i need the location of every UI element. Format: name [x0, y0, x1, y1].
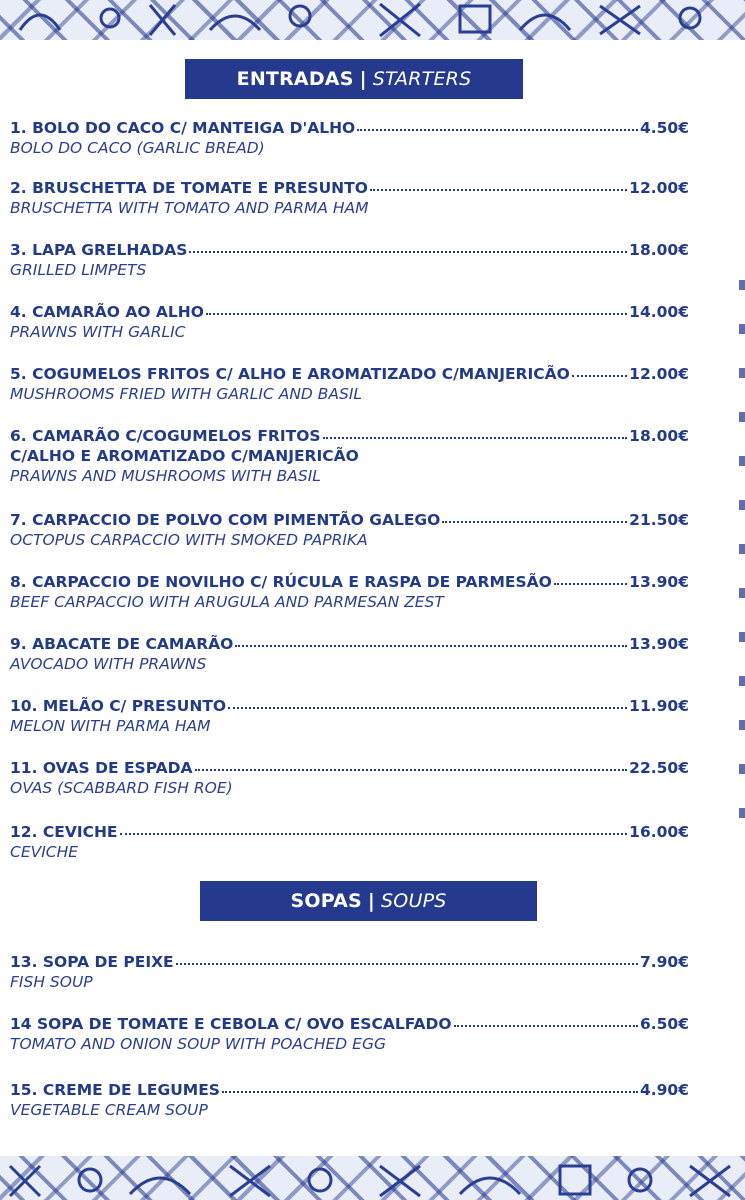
dot-leader — [235, 641, 627, 647]
dot-leader — [222, 1087, 638, 1093]
dot-leader — [228, 703, 627, 709]
menu-item-translation: BEEF CARPACCIO WITH ARUGULA AND PARMESAN ZEST — [10, 593, 444, 611]
menu-item-name: 8. CARPACCIO DE NOVILHO C/ RÚCULA E RASPA DE PARMESÃO — [10, 573, 552, 591]
menu-item-price: 18.00€ — [629, 241, 689, 259]
section-title-en: SOUPS — [381, 890, 447, 912]
menu-item — [10, 1080, 689, 1120]
menu-item-name: 13. SOPA DE PEIXE — [10, 953, 174, 971]
menu-item-line — [10, 758, 689, 778]
menu-item-translation: BRUSCHETTA WITH TOMATO AND PARMA HAM — [10, 199, 369, 217]
section-banner-starters — [185, 59, 523, 99]
menu-item-line — [10, 364, 689, 384]
tile-pattern-icon — [0, 0, 745, 40]
menu-item-line — [10, 952, 689, 972]
menu-item-translation: CEVICHE — [10, 843, 79, 861]
menu-item-line — [10, 572, 689, 592]
menu-item-name: 11. OVAS DE ESPADA — [10, 759, 193, 777]
menu-item-price: 6.50€ — [639, 1015, 689, 1033]
menu-item-price: 13.90€ — [629, 635, 689, 653]
menu-item-name: 6. CAMARÃO C/COGUMELOS FRITOS — [10, 427, 321, 445]
menu-item-price: 16.00€ — [629, 823, 689, 841]
menu-item-name-continued: C/ALHO E AROMATIZADO C/MANJERICÃO — [10, 447, 359, 465]
menu-item-line — [10, 302, 689, 322]
menu-item-name: 14 SOPA DE TOMATE E CEBOLA C/ OVO ESCALFADO — [10, 1015, 452, 1033]
menu-item-line — [10, 240, 689, 260]
menu-item-translation: TOMATO AND ONION SOUP WITH POACHED EGG — [10, 1035, 386, 1053]
menu-item-translation: OCTOPUS CARPACCIO WITH SMOKED PAPRIKA — [10, 531, 368, 549]
menu-item-translation: AVOCADO WITH PRAWNS — [10, 655, 207, 673]
section-separator: | — [359, 68, 367, 90]
menu-item-translation: VEGETABLE CREAM SOUP — [10, 1101, 208, 1119]
menu-item — [10, 118, 689, 158]
menu-item-price: 4.50€ — [639, 119, 689, 137]
menu-item — [10, 510, 689, 550]
tile-edge-decoration — [739, 280, 745, 840]
menu-item — [10, 240, 689, 280]
menu-item-price: 13.90€ — [629, 573, 689, 591]
menu-item-name: 10. MELÃO C/ PRESUNTO — [10, 697, 227, 715]
menu-item-line — [10, 118, 689, 138]
menu-item-translation: MELON WITH PARMA HAM — [10, 717, 211, 735]
dot-leader — [357, 125, 638, 131]
menu-item-translation: OVAS (SCABBARD FISH ROE) — [10, 779, 233, 797]
menu-item-line — [10, 822, 689, 842]
menu-item-price: 11.90€ — [629, 697, 689, 715]
menu-item-translation: PRAWNS AND MUSHROOMS WITH BASIL — [10, 467, 321, 485]
menu-item-price: 14.00€ — [629, 303, 689, 321]
menu-item-name: 4. CAMARÃO AO ALHO — [10, 303, 204, 321]
menu-item-translation: MUSHROOMS FRIED WITH GARLIC AND BASIL — [10, 385, 363, 403]
menu-item-name: 12. CEVICHE — [10, 823, 118, 841]
dot-leader — [189, 247, 627, 253]
menu-item-translation: FISH SOUP — [10, 973, 93, 991]
menu-item-name: 2. BRUSCHETTA DE TOMATE E PRESUNTO — [10, 179, 368, 197]
dot-leader — [323, 433, 628, 439]
menu-item-name: 7. CARPACCIO DE POLVO COM PIMENTÃO GALEGO — [10, 511, 441, 529]
menu-item — [10, 572, 689, 612]
section-title-pt: SOPAS — [290, 890, 362, 912]
section-title-en: STARTERS — [372, 68, 472, 90]
menu-item-translation: BOLO DO CACO (GARLIC BREAD) — [10, 139, 265, 157]
menu-item-line — [10, 1080, 689, 1100]
menu-item-line — [10, 634, 689, 654]
menu-item-name: 15. CREME DE LEGUMES — [10, 1081, 220, 1099]
dot-leader — [572, 371, 627, 377]
dot-leader — [554, 579, 627, 585]
section-separator: | — [367, 890, 376, 912]
menu-item-name: 3. LAPA GRELHADAS — [10, 241, 188, 259]
section-title-pt: ENTRADAS — [236, 68, 354, 90]
menu-item-translation: GRILLED LIMPETS — [10, 261, 147, 279]
menu-item-price: 18.00€ — [629, 427, 689, 445]
menu-item-line — [10, 178, 689, 198]
menu-item — [10, 302, 689, 342]
menu-item — [10, 952, 689, 992]
dot-leader — [195, 765, 628, 771]
section-banner-soups — [200, 881, 537, 921]
menu-item — [10, 178, 689, 218]
dot-leader — [442, 517, 627, 523]
menu-item — [10, 426, 689, 486]
menu-item — [10, 364, 689, 404]
menu-item-line — [10, 426, 689, 446]
azulejo-tile-border-bottom — [0, 1156, 745, 1200]
menu-item-price: 12.00€ — [629, 365, 689, 383]
menu-item-price: 4.90€ — [639, 1081, 689, 1099]
tile-pattern-icon — [0, 1156, 745, 1200]
menu-item-price: 7.90€ — [639, 953, 689, 971]
menu-item — [10, 634, 689, 674]
menu-item-line — [10, 696, 689, 716]
menu-item — [10, 822, 689, 862]
menu-item — [10, 696, 689, 736]
menu-item-price: 21.50€ — [629, 511, 689, 529]
menu-item-name: 1. BOLO DO CACO C/ MANTEIGA D'ALHO — [10, 119, 356, 137]
dot-leader — [206, 309, 627, 315]
dot-leader — [454, 1021, 638, 1027]
menu-item-name: 5. COGUMELOS FRITOS C/ ALHO E AROMATIZADO C/MANJERICÃO — [10, 365, 570, 383]
menu-item — [10, 758, 689, 798]
menu-item-line — [10, 510, 689, 530]
menu-item-name: 9. ABACATE DE CAMARÃO — [10, 635, 234, 653]
menu-item-translation: PRAWNS WITH GARLIC — [10, 323, 186, 341]
menu-item-price: 22.50€ — [629, 759, 689, 777]
dot-leader — [370, 185, 627, 191]
dot-leader — [120, 829, 628, 835]
menu-item — [10, 1014, 689, 1054]
dot-leader — [176, 959, 638, 965]
azulejo-tile-border-top — [0, 0, 745, 40]
menu-item-line — [10, 1014, 689, 1034]
menu-item-price: 12.00€ — [629, 179, 689, 197]
